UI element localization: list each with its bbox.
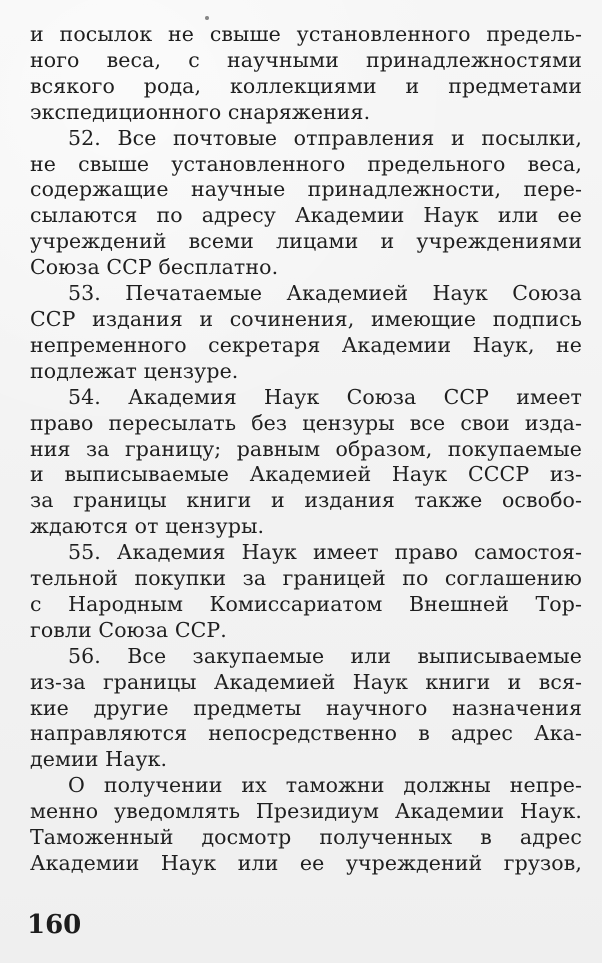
section-54-line-1: 54. Академия Наук Союза ССР имеет [68,384,582,409]
section-53-line-1: 53. Печатаемые Академией Наук Союза [68,281,582,306]
print-speck [205,16,209,20]
section-53-line-2: ССР издания и сочинения, имеющие подпись [30,306,582,331]
section-52-line-5: учреждений всеми лицами и учреждениями [30,229,582,254]
section-55-line-4: говли Союза ССР. [30,617,227,642]
page-number: 160 [27,910,82,940]
section-54-line-5: за границы книги и издания также освобо- [30,488,582,513]
section-52-line-1: 52. Все почтовые отправления и посылки, [68,125,582,150]
section-56-line-2: из-за границы Академией Наук книги и вся- [30,669,582,694]
final-paragraph-line-4: Академии Наук или ее учреждений грузов, [30,851,582,875]
text-line-1: и посылок не свыше установленного предель- [30,22,582,46]
section-52-line-2: не свыше установленного предельного веса, [30,151,582,176]
section-56-line-4: направляются непосредственно в адрес Ака- [30,721,582,746]
section-56-line-5: демии Наук. [30,747,168,772]
section-55-line-1: 55. Академия Наук имеет право самостоя- [68,540,582,565]
final-paragraph-line-2: менно уведомлять Президиум Академии Наук. [30,799,582,824]
section-53-line-3: непременного секретаря Академии Наук, не [30,332,582,357]
main-text-block [30,22,582,877]
text-line-2: ного веса, с научными принадлежностями [30,47,582,72]
section-53-line-4: подлежат цензуре. [30,358,239,383]
section-56-line-1: 56. Все закупаемые или выписываемые [68,643,582,668]
section-52-line-6: Союза ССР бесплатно. [30,255,279,280]
section-54-line-3: ния за границу; равным образом, покупаемые [30,436,582,461]
section-54-line-6: ждаются от цензуры. [30,514,265,539]
text-line-3: всякого рода, коллекциями и предметами [30,73,582,98]
section-55-line-2: тельной покупки за границей по соглашению [30,566,582,591]
section-54-line-4: и выписываемые Академией Наук СССР из- [30,462,582,487]
section-55-line-3: с Народным Комиссариатом Внешней Тор- [30,591,582,616]
section-54-line-2: право пересылать без цензуры все свои изда- [30,410,582,435]
final-paragraph-line-3: Таможенный досмотр полученных в адрес [30,825,582,850]
section-52-line-3: содержащие научные принадлежности, пере- [30,177,582,202]
final-paragraph-line-1: О получении их таможни должны непре- [68,773,582,798]
section-56-line-3: кие другие предметы научного назначения [30,695,582,720]
text-line-4: экспедиционного снаряжения. [30,99,371,124]
section-52-line-4: сылаются по адресу Академии Наук или ее [30,203,582,228]
